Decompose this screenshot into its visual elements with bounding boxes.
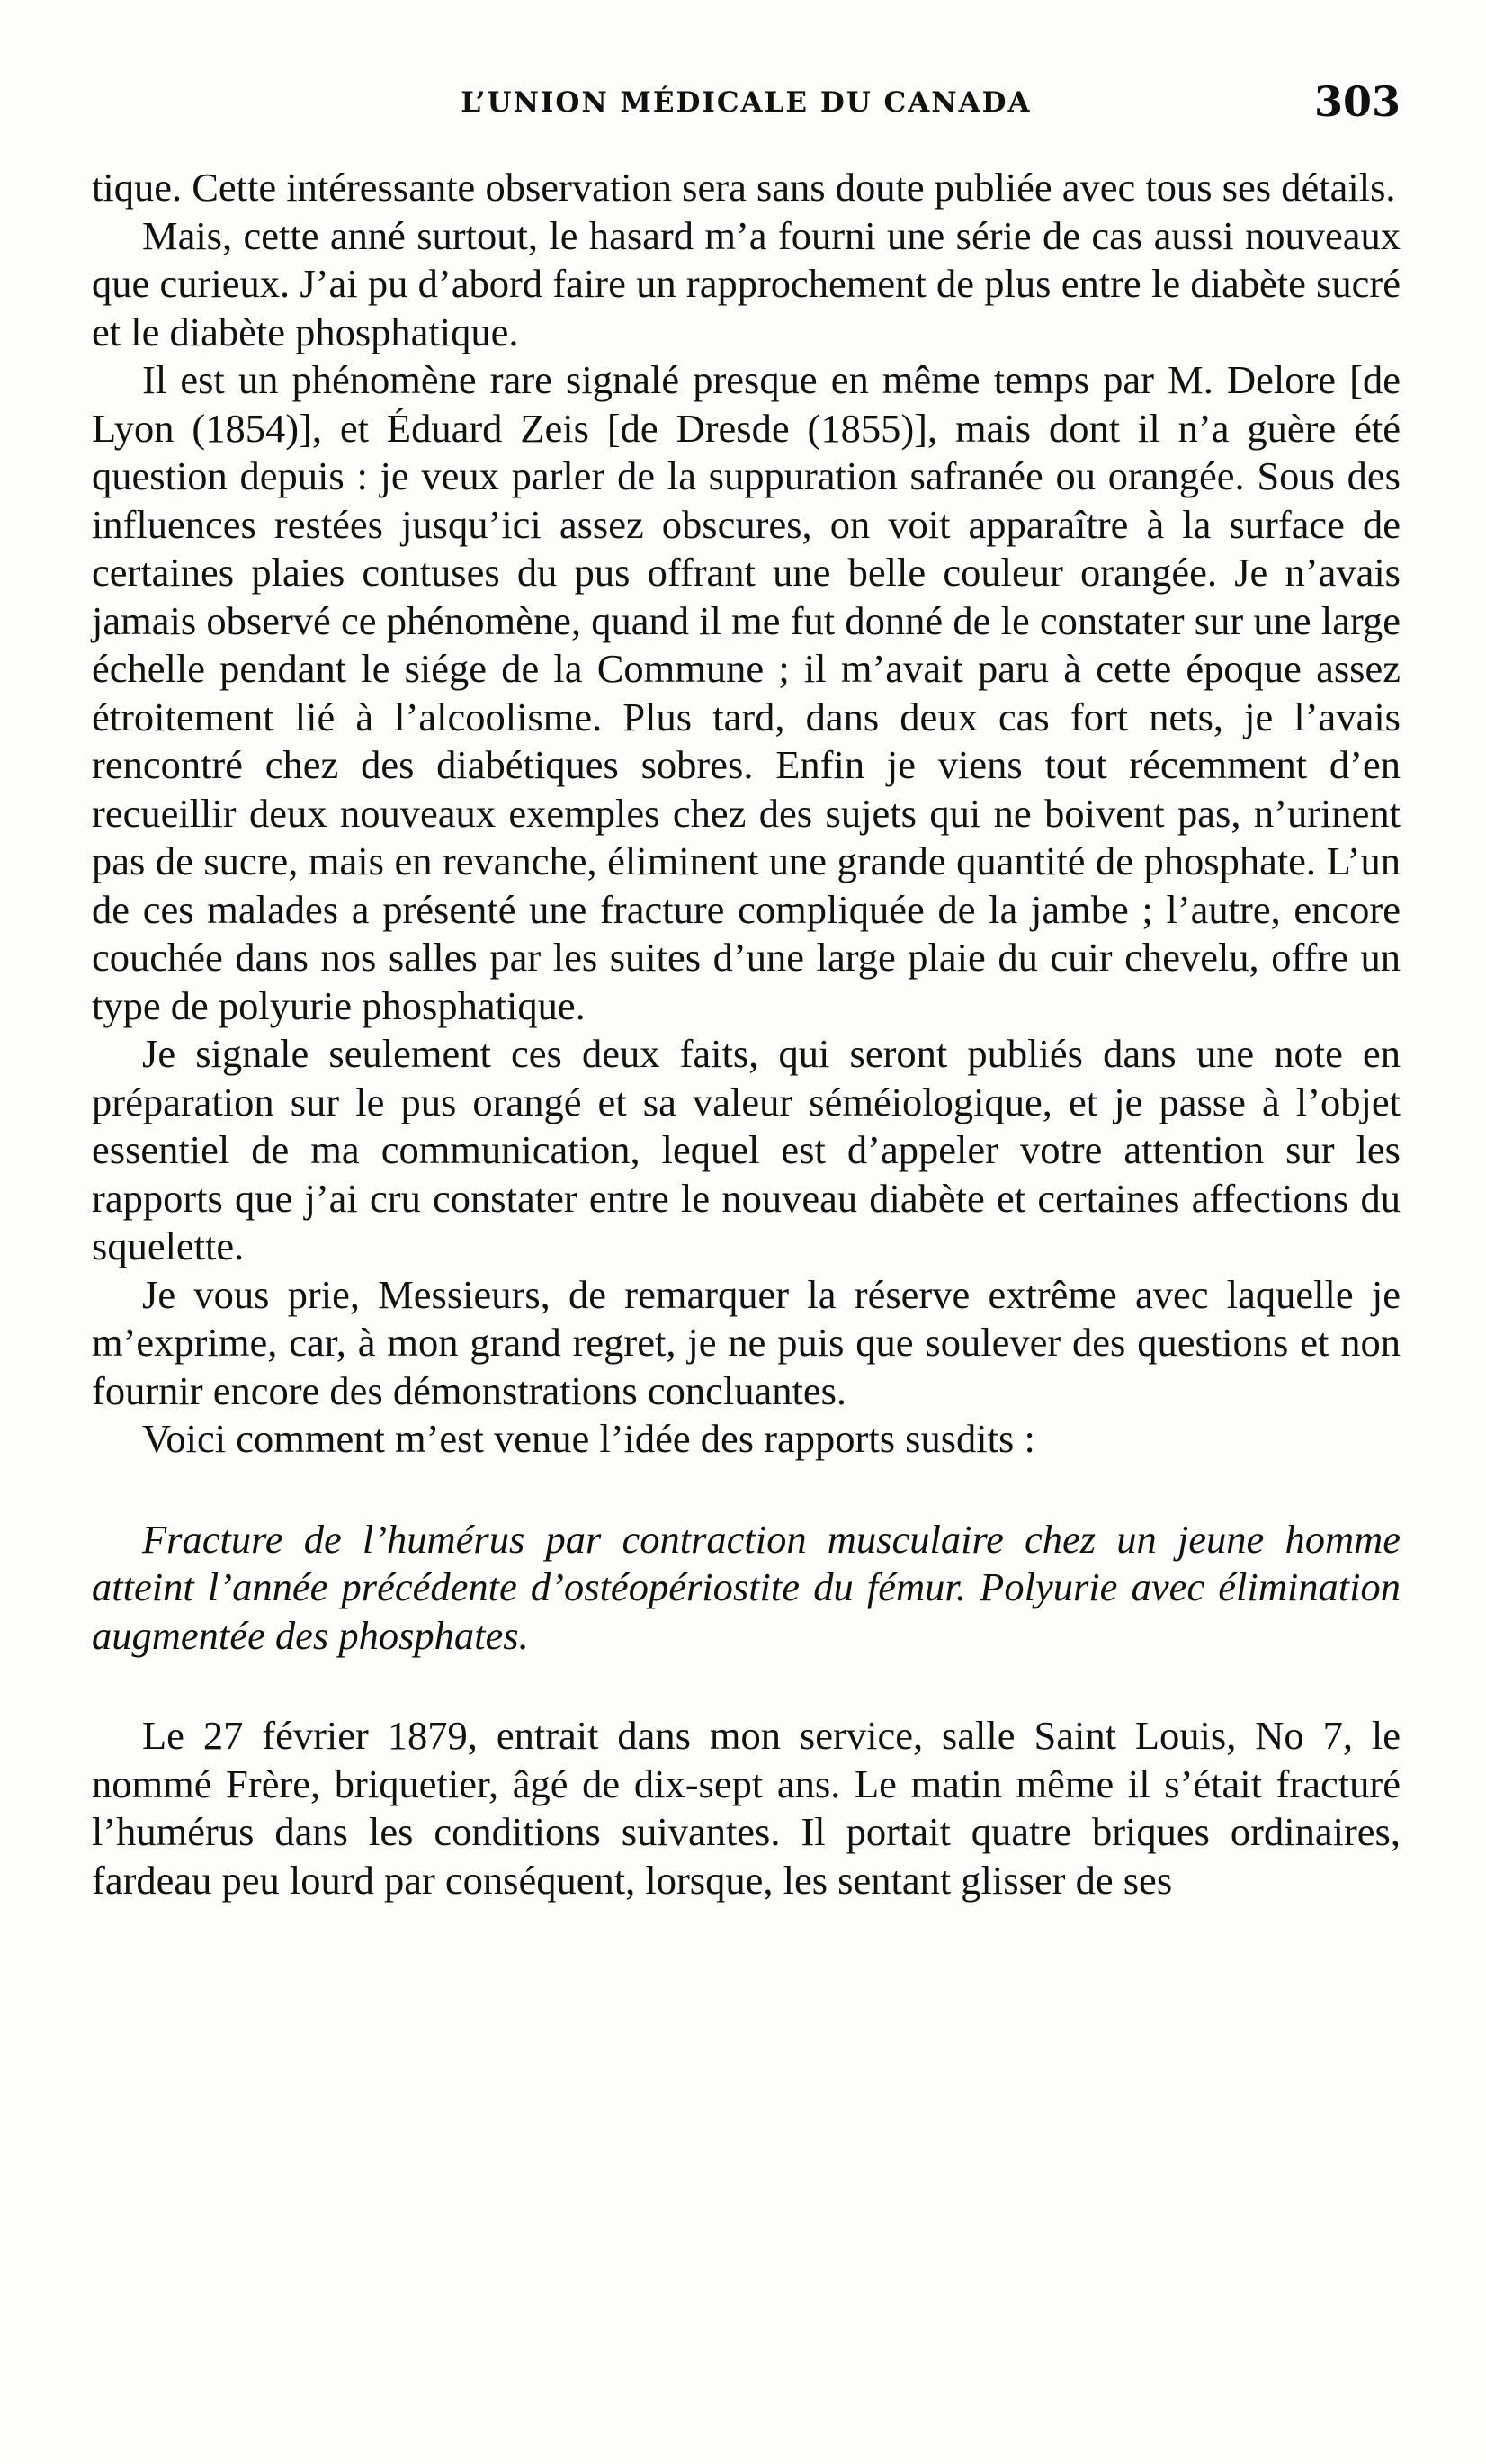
- paragraph: Je signale seulement ces deux faits, qui seront publiés dans une note en préparation sur le pus orangé et sa valeur séméiologique, et je passe à l’objet essentiel de ma communication, lequel est d’appeler votre attention sur les rapports que j’ai cru constater entre le nouveau diabète et certaines affections du squelette.: [92, 1031, 1401, 1268]
- paragraph-continuation: tique. Cette intéressante observation sera sans doute publiée avec tous ses détails.: [92, 165, 1396, 210]
- page-number: 303: [1313, 77, 1401, 126]
- page-header: [92, 77, 1401, 131]
- case-title: Fracture de l’humérus par contraction musculaire chez un jeune homme atteint l’année précédente d’ostéopériostite du fémur. Polyurie avec élimination augmentée des phosphates.: [92, 1516, 1401, 1658]
- case-title-block: [92, 1516, 1401, 1661]
- paragraph: Je vous prie, Messieurs, de remarquer la réserve extrême avec laquelle je m’exprime, car, à mon grand regret, je ne puis que soulever des questions et non fournir encore des démonstrations concluantes.: [92, 1271, 1401, 1413]
- body-text: [92, 164, 1401, 1904]
- case-paragraph: Le 27 février 1879, entrait dans mon service, salle Saint Louis, No 7, le nommé Frère, briquetier, âgé de dix-sept ans. Le matin même il s’était fracturé l’humérus dans les conditions suivantes. Il portait quatre briques ordinaires, fardeau peu lourd par conséquent, lorsque, les sentant glisser de ses: [92, 1713, 1401, 1903]
- paragraph: Il est un phénomène rare signalé presque en même temps par M. Delore [de Lyon (1854)], et Éduard Zeis [de Dresde (1855)], mais dont il n’a guère été question depuis : je veux parler de la suppuration safranée ou orangée. Sous des influences restées jusqu’ici assez obscures, on voit apparaître à la surface de certaines plaies contuses du pus offrant une belle couleur orangée. Je n’avais jamais observé ce phénomène, quand il me fut donné de le constater sur une large échelle pendant le siége de la Commune ; il m’avait paru à cette époque assez étroitement lié à l’alcoolisme. Plus tard, dans deux cas fort nets, je l’avais rencontré chez des diabétiques sobres. Enfin je viens tout récemment d’en recueillir deux nouveaux exemples chez des sujets qui ne boivent pas, n’urinent pas de sucre, mais en revanche, éliminent une grande quantité de phosphate. L’un de ces malades a présenté une fracture compliquée de la jambe ; l’autre, encore couchée dans nos salles par les suites d’une large plaie du cuir chevelu, offre un type de polyurie phosphatique.: [92, 357, 1401, 1028]
- running-title: L’UNION MÉDICALE DU CANADA: [461, 86, 1032, 119]
- paragraph: Voici comment m’est venue l’idée des rapports susdits :: [142, 1416, 1035, 1461]
- paragraph: Mais, cette anné surtout, le hasard m’a fourni une série de cas aussi nouveaux que curieux. J’ai pu d’abord faire un rapprochement de plus entre le diabète sucré et le diabète phosphatique.: [92, 212, 1401, 354]
